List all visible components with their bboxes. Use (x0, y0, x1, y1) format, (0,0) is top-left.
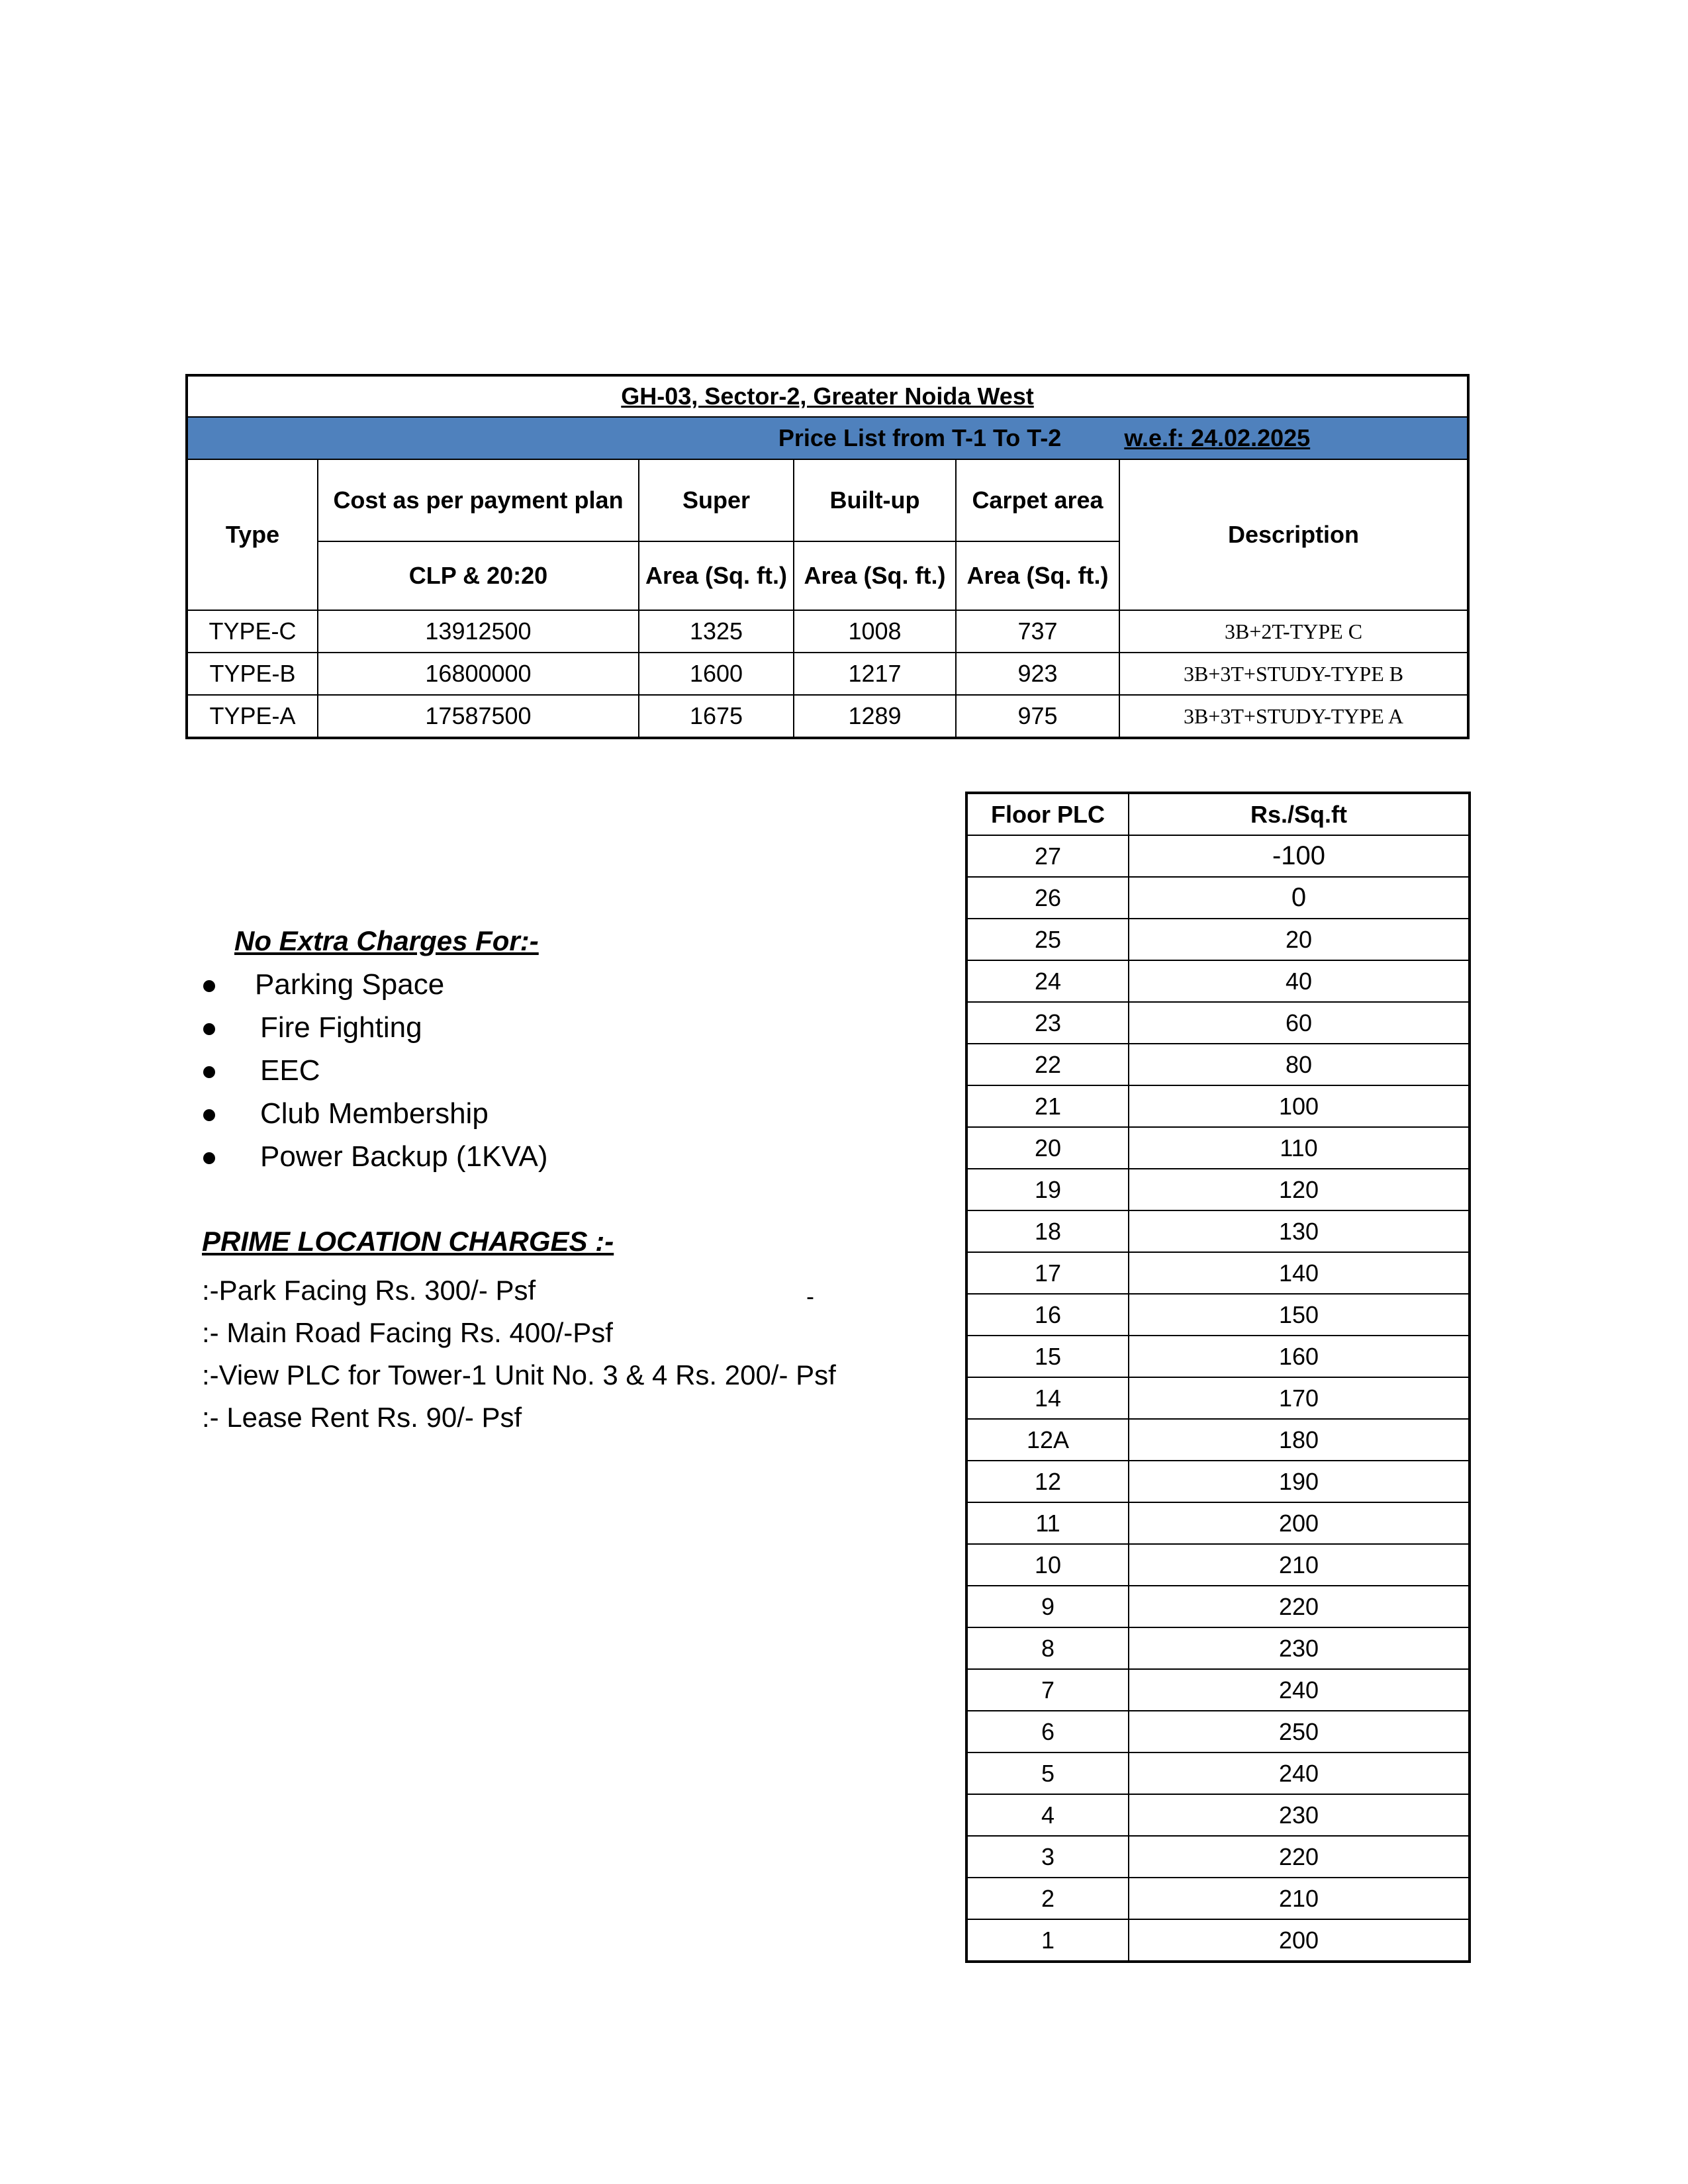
unit-carpet-area: 737 (956, 610, 1119, 653)
plc-floor: 12A (966, 1419, 1129, 1461)
plc-floor: 20 (966, 1127, 1129, 1169)
list-item-text: Fire Fighting (260, 1011, 422, 1044)
plc-rate: 220 (1129, 1836, 1470, 1878)
unit-cost: 13912500 (318, 610, 639, 653)
plc-row (966, 1752, 1470, 1794)
col-cost-subheader: CLP & 20:20 (318, 541, 639, 610)
plc-row (966, 1669, 1470, 1711)
unit-cost: 16800000 (318, 653, 639, 695)
plc-rate: 130 (1129, 1210, 1470, 1252)
plc-floor: 9 (966, 1586, 1129, 1627)
plc-row (966, 1252, 1470, 1294)
plc-row (966, 1044, 1470, 1085)
unit-type: TYPE-C (187, 610, 318, 653)
plc-row (966, 1210, 1470, 1252)
list-item-text: EEC (260, 1054, 320, 1087)
plc-rate: 60 (1129, 1002, 1470, 1044)
plc-floor: 16 (966, 1294, 1129, 1336)
unit-builtup-area: 1008 (794, 610, 956, 653)
plc-rate: 80 (1129, 1044, 1470, 1085)
col-carpet-subheader: Area (Sq. ft.) (956, 541, 1119, 610)
plc-rate: 40 (1129, 960, 1470, 1002)
plc-row (966, 1586, 1470, 1627)
unit-description: 3B+3T+STUDY-TYPE A (1119, 695, 1468, 738)
plc-floor: 1 (966, 1919, 1129, 1962)
bullet-icon (203, 1152, 215, 1164)
plc-floor: 18 (966, 1210, 1129, 1252)
plc-row (966, 1544, 1470, 1586)
col-builtup-header: Built-up (794, 459, 956, 541)
plc-rate: -100 (1129, 835, 1470, 877)
plc-row (966, 1002, 1470, 1044)
plc-rate-header: Rs./Sq.ft (1129, 793, 1470, 835)
list-item: :-Park Facing Rs. 300/- Psf (202, 1275, 536, 1306)
plc-rate: 180 (1129, 1419, 1470, 1461)
plc-rate: 190 (1129, 1461, 1470, 1502)
prime-location-title: PRIME LOCATION CHARGES :- (202, 1226, 614, 1257)
plc-floor: 24 (966, 960, 1129, 1002)
plc-floor: 17 (966, 1252, 1129, 1294)
plc-row (966, 919, 1470, 960)
bullet-icon (203, 1066, 215, 1078)
list-item-text: Club Membership (260, 1097, 489, 1130)
plc-floor: 2 (966, 1878, 1129, 1919)
plc-floor: 10 (966, 1544, 1129, 1586)
plc-rate: 170 (1129, 1377, 1470, 1419)
plc-rate: 100 (1129, 1085, 1470, 1127)
unit-description: 3B+2T-TYPE C (1119, 610, 1468, 653)
plc-floor: 23 (966, 1002, 1129, 1044)
plc-rate: 110 (1129, 1127, 1470, 1169)
unit-super-area: 1675 (639, 695, 794, 738)
floor-plc-table (965, 792, 1471, 1963)
unit-type: TYPE-A (187, 695, 318, 738)
plc-rate: 200 (1129, 1919, 1470, 1962)
list-item: :- Main Road Facing Rs. 400/-Psf (202, 1317, 613, 1348)
project-title-row (187, 375, 1468, 417)
plc-row (966, 1169, 1470, 1210)
col-builtup-subheader: Area (Sq. ft.) (794, 541, 956, 610)
plc-row (966, 1377, 1470, 1419)
column-header-row (187, 459, 1468, 541)
plc-row (966, 1127, 1470, 1169)
price-list-header (187, 417, 1468, 459)
plc-row (966, 1794, 1470, 1836)
table-row (187, 695, 1468, 738)
plc-rate: 250 (1129, 1711, 1470, 1752)
bullet-icon (203, 1023, 215, 1035)
plc-floor: 11 (966, 1502, 1129, 1544)
list-item-text: Parking Space (255, 968, 445, 1001)
plc-rate: 160 (1129, 1336, 1470, 1377)
plc-floor: 21 (966, 1085, 1129, 1127)
prime-location-list (202, 1269, 836, 1439)
col-carpet-header: Carpet area (956, 459, 1119, 541)
unit-builtup-area: 1289 (794, 695, 956, 738)
effective-date: w.e.f: 24.02.2025 (1124, 424, 1311, 451)
plc-floor: 14 (966, 1377, 1129, 1419)
table-row (187, 653, 1468, 695)
unit-description: 3B+3T+STUDY-TYPE B (1119, 653, 1468, 695)
unit-super-area: 1600 (639, 653, 794, 695)
project-title: GH-03, Sector-2, Greater Noida West (187, 375, 1468, 417)
plc-floor: 12 (966, 1461, 1129, 1502)
bullet-icon (203, 1109, 215, 1121)
plc-floor: 15 (966, 1336, 1129, 1377)
table-row (187, 610, 1468, 653)
plc-row (966, 835, 1470, 877)
plc-row (966, 1294, 1470, 1336)
price-table (185, 374, 1470, 739)
plc-floor: 3 (966, 1836, 1129, 1878)
plc-rate: 200 (1129, 1502, 1470, 1544)
plc-rate: 230 (1129, 1794, 1470, 1836)
col-super-subheader: Area (Sq. ft.) (639, 541, 794, 610)
col-super-header: Super (639, 459, 794, 541)
unit-cost: 17587500 (318, 695, 639, 738)
plc-row (966, 1627, 1470, 1669)
list-item: :- Lease Rent Rs. 90/- Psf (202, 1402, 522, 1433)
plc-row (966, 1836, 1470, 1878)
col-cost-header: Cost as per payment plan (318, 459, 639, 541)
plc-rate: 120 (1129, 1169, 1470, 1210)
plc-rate: 0 (1129, 877, 1470, 919)
plc-rate: 150 (1129, 1294, 1470, 1336)
plc-floor: 22 (966, 1044, 1129, 1085)
plc-floor-header: Floor PLC (966, 793, 1129, 835)
plc-rate: 240 (1129, 1669, 1470, 1711)
col-type-header: Type (187, 459, 318, 610)
plc-rate: 210 (1129, 1544, 1470, 1586)
unit-carpet-area: 975 (956, 695, 1119, 738)
plc-rate: 210 (1129, 1878, 1470, 1919)
plc-row (966, 1461, 1470, 1502)
plc-floor: 19 (966, 1169, 1129, 1210)
plc-rate: 240 (1129, 1752, 1470, 1794)
plc-row (966, 1419, 1470, 1461)
plc-rate: 20 (1129, 919, 1470, 960)
stray-dash: - (806, 1283, 814, 1310)
plc-floor: 4 (966, 1794, 1129, 1836)
list-item-text: Power Backup (1KVA) (260, 1140, 548, 1173)
plc-floor: 27 (966, 835, 1129, 877)
plc-row (966, 877, 1470, 919)
price-list-row (187, 417, 1468, 459)
no-extra-charges-title: No Extra Charges For:- (234, 925, 539, 956)
plc-floor: 25 (966, 919, 1129, 960)
bullet-icon (203, 980, 215, 992)
plc-row (966, 1336, 1470, 1377)
plc-floor: 26 (966, 877, 1129, 919)
unit-type: TYPE-B (187, 653, 318, 695)
plc-row (966, 1919, 1470, 1962)
plc-row (966, 1085, 1470, 1127)
plc-row (966, 1878, 1470, 1919)
col-description-header: Description (1119, 459, 1468, 610)
plc-floor: 7 (966, 1669, 1129, 1711)
unit-super-area: 1325 (639, 610, 794, 653)
unit-builtup-area: 1217 (794, 653, 956, 695)
list-item: :-View PLC for Tower-1 Unit No. 3 & 4 Rs. 200/- Psf (202, 1359, 836, 1390)
plc-rate: 230 (1129, 1627, 1470, 1669)
plc-floor: 5 (966, 1752, 1129, 1794)
price-list-title: Price List from T-1 To T-2 (778, 424, 1062, 451)
plc-row (966, 960, 1470, 1002)
plc-header-row (966, 793, 1470, 835)
unit-carpet-area: 923 (956, 653, 1119, 695)
plc-floor: 6 (966, 1711, 1129, 1752)
plc-rate: 220 (1129, 1586, 1470, 1627)
plc-row (966, 1502, 1470, 1544)
plc-row (966, 1711, 1470, 1752)
plc-rate: 140 (1129, 1252, 1470, 1294)
plc-floor: 8 (966, 1627, 1129, 1669)
